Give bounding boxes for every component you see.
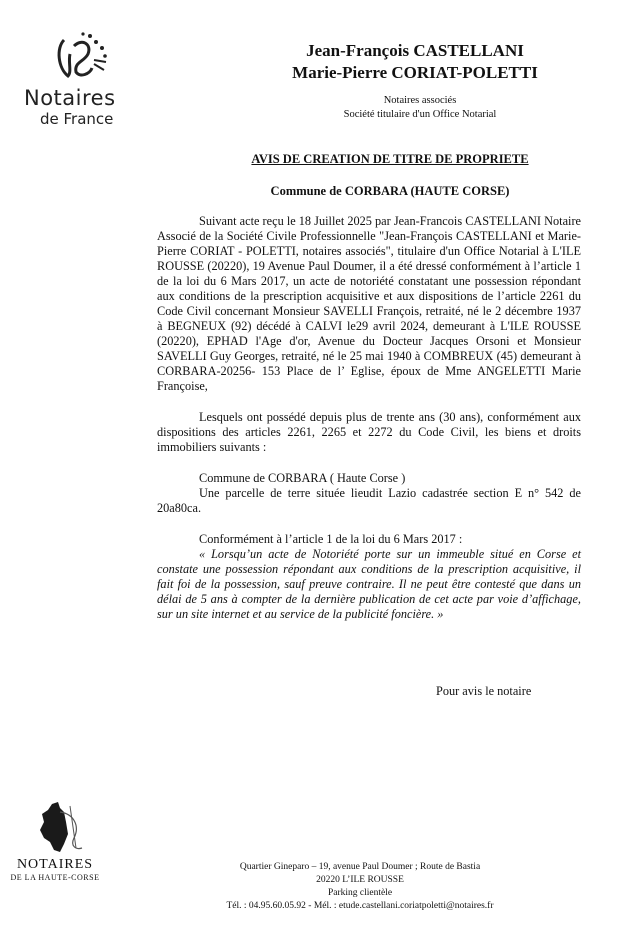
law-quote: « Lorsqu’un acte de Notoriété porte sur un immeuble situé en Corse et constate une possession répondant aux conditions de la prescription acquisitive, il fait foi de la possession, sauf preuve contraire. Il ne peut être contesté que dans un délai de 5 ans à compter de la dernière publication de cet acte par voie d’affichage, sur un site internet et au service de la publicité foncière. » — [157, 547, 581, 621]
office-description — [300, 94, 540, 122]
marianne-emblem-icon — [50, 32, 114, 84]
footer-parking: Parking clientèle — [327, 888, 393, 898]
document-body — [157, 214, 581, 622]
property-description: Une parcelle de terre située lieudit Lazio cadastrée section E n° 542 de 20a80ca. — [157, 486, 581, 515]
footer-phone-email: Tél. : 04.95.60.05.92 - Mél. : etude.castellani.coriatpoletti@notaires.fr — [226, 901, 494, 911]
office-sub-1: Notaires associés — [383, 95, 457, 106]
notaires-haute-corse-logo — [4, 800, 114, 895]
notary-names — [250, 40, 580, 84]
signature-line: Pour avis le notaire — [436, 684, 532, 698]
footer-city: 20220 L’ILE ROUSSE — [316, 875, 404, 885]
logo-word-de-france: de France — [40, 110, 114, 128]
property-commune: Commune de CORBARA ( Haute Corse ) — [199, 471, 406, 485]
footer-contact — [190, 861, 530, 913]
logo-word-haute-corse: DE LA HAUTE-CORSE — [10, 873, 100, 882]
corsica-map-icon — [30, 800, 90, 856]
commune-heading: Commune de CORBARA (HAUTE CORSE) — [270, 184, 510, 198]
paragraph-2: Lesquels ont possédé depuis plus de trente ans (30 ans), conformément aux dispositions des articles 2261, 2265 et 2272 du Code Civil, les biens et droits immobiliers suivants : — [157, 410, 581, 454]
notary-name-2: Marie-Pierre CORIAT-POLETTI — [292, 63, 538, 82]
office-sub-2: Société titulaire d'un Office Notarial — [343, 109, 497, 120]
law-reference: Conformément à l’article 1 de la loi du 6 Mars 2017 : — [199, 532, 463, 546]
document-title: AVIS DE CREATION DE TITRE DE PROPRIETE — [251, 152, 529, 166]
logo-word-notaires: Notaires — [24, 86, 116, 110]
notaires-de-france-logo — [18, 32, 148, 132]
notary-name-1: Jean-François CASTELLANI — [306, 41, 524, 60]
paragraph-1: Suivant acte reçu le 18 Juillet 2025 par Jean-Francois CASTELLANI Notaire Associé de la Société Civile Professionnelle "Jean-François CASTELLANI et Marie-Pierre CORIAT - POLETTI, notaires associés", titulaire d'un Office Notarial à L'ILE ROUSSE (20220), 19 Avenue Paul Doumer, il a été dressé conformément à l’article 1 de la loi du 6 Mars 2017, un acte de notoriété constatant une possession répondant aux conditions de la prescription acquisitive et aux dispositions de l’article 2261 du Code Civil concernant Monsieur SAVELLI François, retraité, né le 2 décembre 1937 à BEGNEUX (92) décédé à CALVI le29 avril 2024, demeurant à L'ILE ROUSSE (20220), EPHAD l'Age d'or, Avenue du Docteur Jacques Orsoni et Monsieur SAVELLI Guy Georges, retraité, né le 25 mai 1940 à COMBREUX (45) demeurant à CORBARA-20256- 153 Place de l’ Eglise, époux de Mme ANGELETTI Marie Françoise, — [157, 214, 581, 393]
logo-word-notaires-caps: NOTAIRES — [16, 857, 94, 872]
footer-address: Quartier Gineparo – 19, avenue Paul Doumer ; Route de Bastia — [239, 862, 481, 872]
